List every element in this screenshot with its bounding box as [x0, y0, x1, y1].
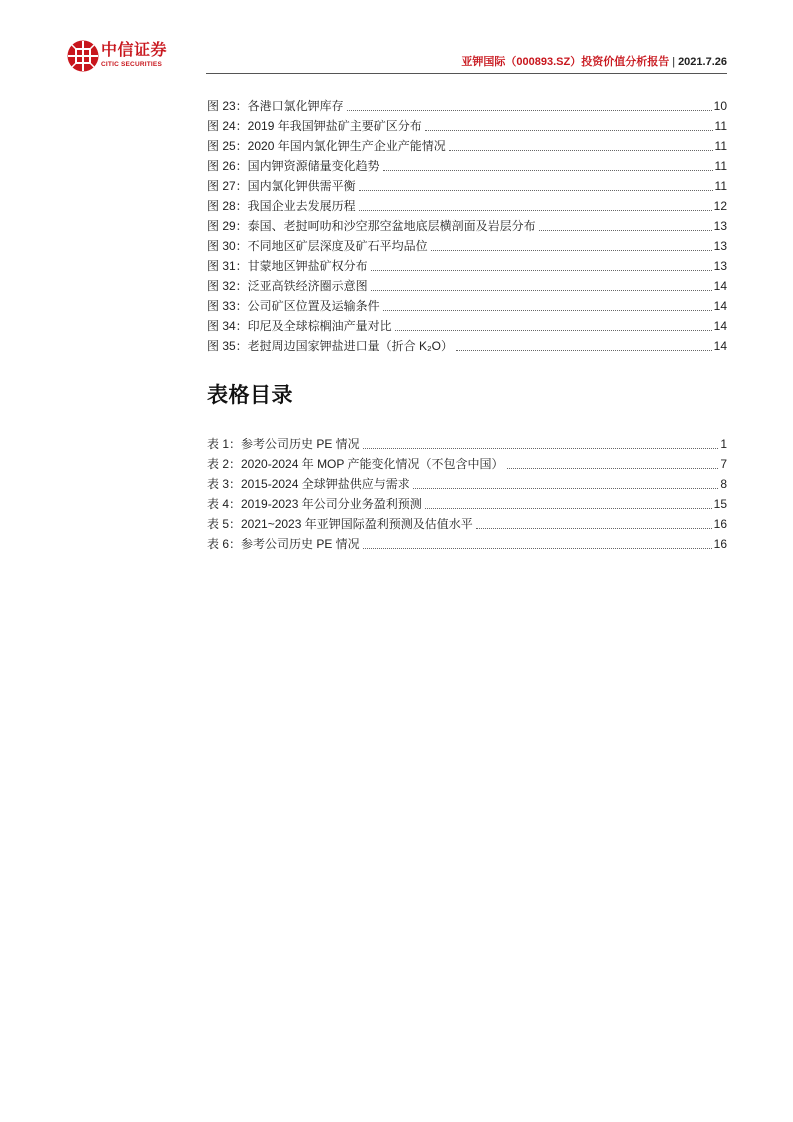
figure-entry[interactable] — [207, 316, 727, 336]
table-entry-title: 表 3：2015-2024 全球钾盐供应与需求 — [207, 477, 410, 491]
figure-entry-title: 图 34：印尼及全球棕榈油产量对比 — [207, 319, 392, 333]
table-entry[interactable] — [207, 474, 727, 494]
figure-entry-title: 图 33：公司矿区位置及运输条件 — [207, 299, 380, 313]
dot-leader — [395, 329, 712, 331]
report-header — [461, 54, 727, 70]
figure-entry-title: 图 31：甘蒙地区钾盐矿权分布 — [207, 259, 368, 273]
figure-entry[interactable] — [207, 116, 727, 136]
table-entry[interactable] — [207, 534, 727, 554]
dot-leader — [539, 229, 712, 231]
figure-list — [207, 96, 727, 356]
figure-entry-page: 14 — [713, 299, 727, 313]
logo-text-cn: 中信证券 — [101, 42, 168, 59]
dot-leader — [371, 269, 712, 271]
header-divider — [206, 73, 727, 74]
dot-leader — [383, 309, 712, 311]
dot-leader — [456, 349, 712, 351]
figure-entry-title: 图 26：国内钾资源储量变化趋势 — [207, 159, 380, 173]
dot-leader — [359, 189, 713, 191]
figure-entry-title: 图 24：2019 年我国钾盐矿主要矿区分布 — [207, 119, 422, 133]
figure-entry-page: 14 — [713, 339, 727, 353]
figure-entry[interactable] — [207, 256, 727, 276]
dot-leader — [476, 527, 712, 529]
dot-leader — [383, 169, 713, 171]
report-title: 亚钾国际（000893.SZ）投资价值分析报告 — [461, 56, 670, 68]
figure-entry-title: 图 25：2020 年国内氯化钾生产企业产能情况 — [207, 139, 446, 153]
table-entry-page: 16 — [713, 517, 727, 531]
dot-leader — [371, 289, 712, 291]
figure-entry-title: 图 35：老挝周边国家钾盐进口量（折合 K₂O） — [207, 339, 454, 353]
table-entry-page: 7 — [720, 457, 727, 471]
table-entry-title: 表 2：2020-2024 年 MOP 产能变化情况（不包含中国） — [207, 457, 504, 471]
dot-leader — [425, 507, 712, 509]
table-entry-page: 8 — [720, 477, 727, 491]
figure-entry[interactable] — [207, 276, 727, 296]
figure-entry-page: 14 — [713, 319, 727, 333]
figure-entry-page: 11 — [714, 159, 727, 173]
table-entry-title: 表 4：2019-2023 年公司分业务盈利预测 — [207, 497, 422, 511]
header-separator: | — [672, 56, 676, 68]
figure-entry[interactable] — [207, 156, 727, 176]
figure-entry[interactable] — [207, 296, 727, 316]
dot-leader — [449, 149, 713, 151]
table-entry[interactable] — [207, 494, 727, 514]
dot-leader — [425, 129, 713, 131]
figure-entry[interactable] — [207, 196, 727, 216]
figure-entry-title: 图 23：各港口氯化钾库存 — [207, 99, 344, 113]
dot-leader — [347, 109, 712, 111]
table-list — [207, 434, 727, 554]
figure-entry-title: 图 30：不同地区矿层深度及矿石平均品位 — [207, 239, 428, 253]
figure-entry[interactable] — [207, 176, 727, 196]
figure-entry-title: 图 28：我国企业去发展历程 — [207, 199, 356, 213]
figure-entry-title: 图 29：泰国、老挝呵叻和沙空那空盆地底层横剖面及岩层分布 — [207, 219, 536, 233]
figure-entry-page: 13 — [713, 219, 727, 233]
figure-entry-page: 11 — [714, 139, 727, 153]
figure-entry-page: 13 — [713, 259, 727, 273]
figure-entry-page: 11 — [714, 119, 727, 133]
figure-entry[interactable] — [207, 136, 727, 156]
figure-entry[interactable] — [207, 216, 727, 236]
dot-leader — [363, 547, 712, 549]
table-entry-title: 表 6：参考公司历史 PE 情况 — [207, 537, 360, 551]
dot-leader — [359, 209, 712, 211]
figure-entry[interactable] — [207, 336, 727, 356]
figure-entry-page: 10 — [713, 99, 727, 113]
table-entry-page: 15 — [713, 497, 727, 511]
citic-logo-icon — [67, 40, 99, 72]
figure-entry[interactable] — [207, 236, 727, 256]
dot-leader — [431, 249, 712, 251]
report-date: 2021.7.26 — [678, 56, 727, 68]
citic-logo — [67, 39, 187, 73]
dot-leader — [363, 447, 719, 449]
table-entry[interactable] — [207, 434, 727, 454]
dot-leader — [507, 467, 719, 469]
table-entry[interactable] — [207, 514, 727, 534]
figure-entry-title: 图 27：国内氯化钾供需平衡 — [207, 179, 356, 193]
figure-entry-page: 14 — [713, 279, 727, 293]
figure-entry-title: 图 32：泛亚高铁经济圈示意图 — [207, 279, 368, 293]
table-list-heading: 表格目录 — [207, 384, 293, 407]
figure-entry[interactable] — [207, 96, 727, 116]
table-entry-page: 16 — [713, 537, 727, 551]
dot-leader — [413, 487, 719, 489]
table-entry-page: 1 — [720, 437, 727, 451]
logo-text-en: CITIC SECURITIES — [101, 61, 162, 68]
figure-entry-page: 13 — [713, 239, 727, 253]
figure-entry-page: 12 — [713, 199, 727, 213]
table-entry[interactable] — [207, 454, 727, 474]
table-entry-title: 表 1：参考公司历史 PE 情况 — [207, 437, 360, 451]
table-entry-title: 表 5：2021~2023 年亚钾国际盈利预测及估值水平 — [207, 517, 473, 531]
figure-entry-page: 11 — [714, 179, 727, 193]
